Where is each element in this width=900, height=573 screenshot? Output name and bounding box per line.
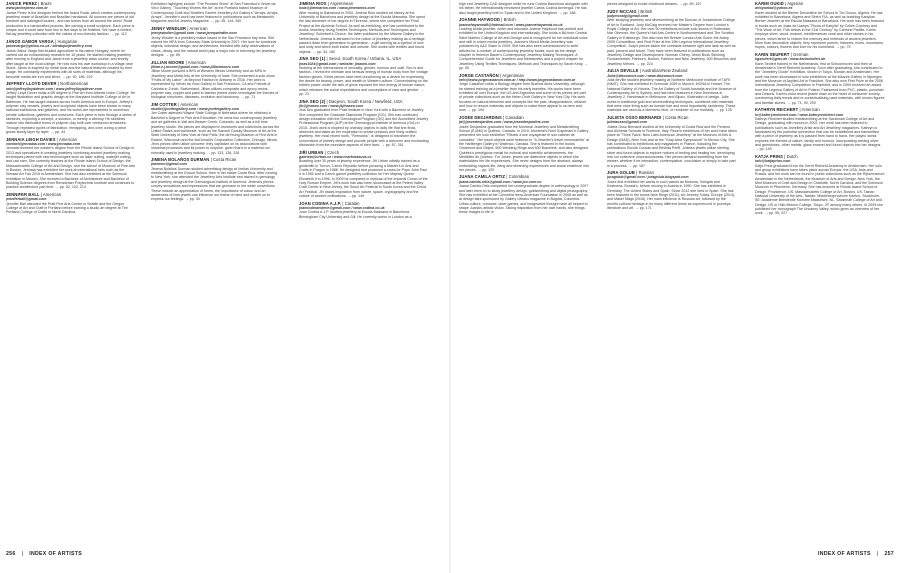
artist-country: American bbox=[187, 59, 206, 65]
artist-contact: julietaosso@gmail.com bbox=[607, 120, 648, 125]
artist-heading: JENNIFER BALL | American bbox=[6, 191, 62, 197]
artist-heading: JULIA DEVILLE | Australian/New Zealand bbox=[607, 68, 688, 74]
artist-country: German bbox=[793, 51, 809, 57]
artist-entry bbox=[459, 18, 589, 70]
artist-name: KARIN SEUFERT bbox=[755, 51, 790, 57]
artist-contact: jimeinco@gmail.com bbox=[151, 162, 187, 167]
artist-bio: Working at the intersections of sexuality, gender, humour and craft, Seo is and fashion, I reveal the intimate and sensual energy of human body from the vintage fashion gloves. Glove pieces have been functioning as a device for expressing the desire for beauty, power, and wealth in Western culture. Concentrating on the hidden power under the skin of glove exposes the true energy of human nature, which releases the social expectations and conceptions of race and gender. → pp. 23 bbox=[299, 66, 428, 97]
artist-entry bbox=[299, 151, 429, 199]
artist-entry bbox=[459, 74, 589, 113]
artist-bio: Jorge Castañón holds a Biology degree from Buenos Aires University, although he started training as a jeweller from his early twenties. His works have been exhibited all over Europe, the US and Argentina and some of his pieces are part of private collections such as the Helen Drutt Gallery in New York City. His work focuses on natural elements and concepts like the past, disappearance, oblivion and how to rescue materials and objects to make them appeal to us here and now. → pp. 194 bbox=[459, 82, 587, 113]
artist-entry bbox=[299, 57, 429, 96]
artist-name: JOANNE HAYWOOD bbox=[459, 17, 501, 23]
artist-bio: Julia deVille studied jewellery making at Northern Melbourne Institute of TAFE (NMIT). She has exhibited in Schmuck 2009 in Munich, MONA in Hobart, The National Gallery of Victoria, The Art Gallery of South Australia and the Museum of Contemporary Art in Sydney, and has been featured in New Directions in Jewellery 2, Handmade in Melbourne, and Bijoux, Illustration of design. Julia works in traditional gold and silversmithing techniques, combined with materials that were once living such as human hair and most importantly, taxidermy. These materials are used as a Memento Mori, or reminder of our mortality. → pp. 125 bbox=[607, 77, 737, 113]
artist-heading: JOAN CODINA A.J.P. | Catalan bbox=[299, 200, 360, 206]
artist-entry bbox=[151, 61, 281, 100]
artist-heading: JENNY WINDLER | American bbox=[151, 25, 208, 31]
artist-contact: jd@joseedesjardins.com / www.joseedesjardins.com bbox=[459, 120, 550, 125]
artist-entry bbox=[151, 158, 281, 201]
artist-bio: Jennifer Ball attended the Pratt Fine Arts Center in Seattle and the Oregon College of Art and Craft in Portland before earning a studio art degree at The Portland College of Crafts in North Carolina. bbox=[6, 201, 128, 215]
footer-right: INDEX OF ARTISTS | 257 bbox=[818, 551, 894, 557]
artist-bio: Josée Desjardins graduated from the Montreal Jewellery and Metalsmithing School (ÉJAM) in Québec, Canada. In 2010, Montreal's Noel Guyomarc'h Gallery presented her solo exhibition "Rituels d'une voyageuse et son cabinet de curiosités". Her travel objects were featured in "A Jeweller's travel memorabilia" at the Hartberger Gallery in Waterloo, Canada. She is featured in the books Ornament and Object, 500 Wedding Rings and 500 Bracelets, and also designed Québec's prestigious medal for cultural and scientific achievements, the Médailles du Québec. For Josée, jewels are distinctive objects in which she materializes her life experiences. She never designs from the abstract, always embedding organic life, living and dreaming experiences and social existence into her pieces. → pp. 120 bbox=[459, 124, 589, 172]
artist-contact: info@jeffreylloyddever.com / www.jeffreylloyddever.com bbox=[6, 86, 103, 91]
artist-heading: JULIETA OSSO BERNARDI | Costa Rican bbox=[607, 114, 689, 120]
artist-bio: Leading studio jeweller, writer and educator Joanne Haywood has worked and exhibited in the United Kingdom and internationally. She holds a BA from Central Saint Martins College of Art and Design and is recognized for her individual voice and skill in mixed media jewellery. Joanne's Mixed Media Jewellery was published by A&C Black in 2009. She has also been commissioned to write articles for a number of contemporary jewellery books, such as the design chapter in Heinrich Bauer's Contemporary Jewellery Making Techniques: A Comprehensive Guide for Jewellers and Metalsmiths and a project chapter for Jewellery Using Textiles Techniques, Methods and Techniques by Sarah Keay. → pp. 55 bbox=[459, 26, 588, 70]
artist-heading: JOANNE HAYWOOD | British bbox=[459, 17, 516, 23]
artist-contact: studio@jcottergallery.com / www.jcottergallery.com bbox=[151, 107, 240, 112]
artist-name: JORGE CASTAÑÓN bbox=[459, 72, 499, 78]
artist-name: KATHRYN REICHERT bbox=[755, 107, 799, 113]
artist-heading: KATHRYN REICHERT | American bbox=[755, 107, 820, 113]
artist-country: Colombian bbox=[508, 174, 530, 180]
artist-name: JIM COTTER bbox=[151, 101, 177, 107]
artist-contact: jillian.e.j.moore@gmail.com / www.jillianmoore.com bbox=[151, 64, 240, 69]
artist-contact: juana.camila.ortiz@gmail.com / www.jco.com.co bbox=[459, 179, 542, 184]
artist-country: American bbox=[58, 136, 78, 142]
artist-country: American bbox=[189, 25, 208, 31]
artist-name: JIŘÍ URBAN bbox=[299, 149, 324, 155]
artist-bio: Karim studied at the Berber Decorative Art School in Tizi Ouzou, Algeria. He has exhibited in Barcelona, Algeria and Sète's FIA, as well as teaching Kabylian Berber Jeweller at the Escola Massana in Barcelona. His work has been featured in books such as Joaia de Llamps "Fluxia of Kabylia" by Celles Courtesy and "The Work of Art, Folk Artists in the 21st Century" by Carmelo Padilla. Karim employs silver, wood, enamel, mediterranean coral and other stones in his pieces, which strive to restore the memory and methods of ancient jewellers. More than decorative objects, they represent poems, histories, rivers, mountains, hopes, colours, flowers and love for his homeland. → pp. 75 bbox=[755, 10, 885, 50]
artist-contact: www.janiceperez.com.br bbox=[6, 6, 48, 11]
artist-entry bbox=[607, 171, 737, 210]
artist-entry bbox=[459, 175, 589, 214]
artist-bio: Kathryn Reichert studied metalsmithing at the Savannah College of Art and Design, graduating with honors in 2002. Her work has been featured in publications such as Jewellery Artist and Art Jewellery magazines. Kathryn is fascinated by the potential connection that can be established and transmitted with a piece of jewellery as it is passed from hand to hand. Her playful works explores the themes of nature, family and humour, incorporating sterling silver and gemstones, other metals, glass enamel and found objects into her designs. → pp. 149 bbox=[755, 116, 882, 152]
artist-country: Costa Rican bbox=[665, 114, 689, 120]
artist-entry bbox=[299, 2, 429, 54]
artist-entry bbox=[299, 202, 429, 219]
artist-name: JULIA DEVILLE bbox=[607, 68, 639, 74]
artist-bio: Juana Camila Ortiz completed her undergraduate degree in anthropology in 2007 and later went on to study jewellery design, goldsmithing and digital photography. She has exhibited at the Colombia Ibero-American Foundation in 2008 as well as at design fairs sponsored by Gallery Urbano magazine in Bogotá, Colombia. Urban culture, romance, older games, and imaginative thought have all helped to shape Juana's artistic vision. Taking inspiration from her own hands, she brings these images to life in bbox=[459, 184, 589, 215]
artist-heading: JÁNOS GÁBOR VARGA | Hungarian bbox=[6, 38, 78, 44]
artist-entry bbox=[6, 193, 136, 215]
artist-country: British bbox=[640, 8, 653, 14]
artist-bio: Jennaia received her master's degree from the Rhode Island School of Design in 2013 and specializes in creating jewellery combining ancient jewellery-making techniques paired with new technologies such as laser cutting, waterjet cutting, and cad cam. She currently teaches at the Rhode Island School of Design, the Massachusetts College of Art and Design, and the school of Museum of Fine Arts in Boston. Jennaia has exhibited her work at international fairs such as the Sieraad Art Fair 2015 in Amsterdam. She has also exhibited at the Schmuck exhibition in Munich. She received a Bachelor of Architecture and Bachelor of Building Science degrees from Rensselaer Polytechnic Institute and continues to practice architecture part time. → pp. 52, 102, 214 bbox=[6, 146, 136, 190]
artist-heading: JORGE CASTAÑÓN | Argentinian bbox=[459, 72, 524, 78]
artist-contact: contact@jennaiaa.com / www.jennaiaa.com bbox=[6, 141, 81, 146]
artist-entry bbox=[755, 53, 885, 105]
artist-heading: JENNAIA LEIGH DAVIES | American bbox=[6, 136, 78, 142]
artist-name: JUDY MCCAIG bbox=[607, 8, 637, 14]
artist-heading: JOSÉE DESJARDINS | Canadian bbox=[459, 114, 524, 120]
artist-bio: Julieta Osso Bernardi studied at the University of Costa Rica and the Penlecs and Alchimia Schools in Florence, Italy. Recent exhibitions of her work have taken place at "Think Twice: New Latin American Jewellery" at the Museum of Arts & Design (MAD), New York and at the "Gray Area Symposium" in Mexico City. She has contributed to exhibitions and magazines in France, including the publications Escola Cousas and Revista Perfil. Julieta's jewels utilize sterling silver and found objects to explore notions of testing and healing her, developing into our collective unconsciousness. Her pieces demand something from the wearer, whether it be interaction, contemplation, conclusion or simply to take part in a process. → pp. 167 bbox=[607, 124, 737, 168]
running-title-right: INDEX OF ARTISTS bbox=[818, 551, 871, 557]
footer-left: 256 | INDEX OF ARTISTS bbox=[6, 551, 82, 557]
page-number-right: 257 bbox=[884, 551, 894, 557]
artist-name: JOAN CODINA A.J.P. bbox=[299, 200, 342, 206]
artist-entry bbox=[6, 2, 136, 37]
artist-bio: Jillian Moore pursued a BFA at Western Illinois University and an MFA in Jewellery and Metal Arts at the University of Iowa. She presented a solo show, "Fruits of My Labor", at Beyond Fashion in Antwerp in 2016. Her work is represented by Velvet da Vinci Gallery in San Francisco, CA and Friends of Carlotta in Zurich, Switzerland. Jillian utilizes composite and epoxy resins, polymer clay, copper and paint to fashion jewels which investigate the themes of biological structures, diseases, evolution and taxonomy. → pp. 71 bbox=[151, 69, 279, 100]
artist-entry bbox=[299, 100, 429, 148]
artist-contact: jinas1024@gmail.com / website: jinaseo.com bbox=[299, 61, 376, 66]
artist-contact: jik@jinaseo.com / www.jkjinaseo.com bbox=[299, 103, 364, 108]
artist-heading: JIMENA BOLAÑOS DURMAN | Costa Rican bbox=[151, 157, 237, 163]
artist-entry bbox=[6, 82, 136, 134]
artist-heading: JUANA CAMILA ORTIZ | Colombian bbox=[459, 174, 530, 180]
artist-country: Catalan bbox=[344, 200, 360, 206]
artist-entry bbox=[755, 2, 885, 50]
artist-heading: JEFFREY LLOYD DEVER | Northamerican bbox=[6, 81, 89, 87]
artist-contact: jennywindler@gmail.com / www.jennywindler.com bbox=[151, 31, 237, 36]
artist-contact: info@www.jorgecastanon.com.ar / http://www.jorgecastanon.com.ar bbox=[459, 77, 576, 82]
artist-contact: gabriela@urban.cz / www.chartokasuva.cz bbox=[299, 154, 372, 159]
artist-heading: JANICE PEREZ | Brazil bbox=[6, 2, 52, 6]
artist-bio: Jim Cotter attended Wayne State College in Nebraska where he obtained a Bachelor's Degree in Fine Arts Education. He owns two contemporary jewellery and art galleries in Vail and Beaver Creek, Colorado, as well as a full time jewellery studio. His pieces are displayed in museums and collections across the United States and worldwide, such as the Samuel Dorsky Museum of Art at the State University of New York at New Paltz, the deYoung Museum of Fine Arts in Racine, Wisconsin and the McDonald's Corporation Collection, Chicago, Illinois. Jim's pieces often utilize concrete: they capitalize on its associations with industrial processes and its power to surprise, given that it is a material not normally used in jewellery making. → pp. 133, 138, 228 bbox=[151, 111, 280, 155]
artist-heading: KARIM OUKID | Algerian bbox=[755, 2, 804, 6]
index-column bbox=[607, 2, 737, 542]
index-column bbox=[755, 2, 885, 542]
artist-entry bbox=[607, 10, 737, 66]
artist-heading: KARIN SEUFERT | German bbox=[755, 51, 809, 57]
artist-heading: JIŘÍ URBAN | Czech bbox=[299, 149, 340, 155]
artist-country: Australian/New Zealand bbox=[641, 68, 688, 74]
artist-name: JÁNOS GÁBOR VARGA bbox=[6, 38, 54, 44]
artist-name: JIMENA RIOS bbox=[299, 2, 327, 6]
artist-entry bbox=[607, 69, 737, 112]
artist-bio: Jimena Bolaños Durman studied advertising design at Veritas University and metalsmithing at the Drouot School, then in her native Costa Rica. After moving to New York, she attended the Jewellery Arts Institute and trained in gemology and jewellery design at the Gemological Institute of America. Jimena's pieces convey sensations and impressions that are germane to her wider convictions. These include an appreciation of forms, the importance of colour and an awareness of how jewels can influence our frame of mind and enable us to express our feelings. → pp. 40 bbox=[151, 166, 278, 202]
artist-name: JENNY WINDLER bbox=[151, 25, 187, 31]
artist-bio: Jeffrey Lloyd Dever holds a BS degree in Fine Art from Alberta Union College. He taught illustration and graphic design at the Maryland Institute College of Art in Baltimore. He has taught classes across North America and in Europe. Jeffrey's polymer clay vessels, jewelry and sculptural objects have been shown in many national institutions and galleries, and his works are represented in numerous private collections, galleries and museums. Each piece is born through a series of sketches, exploring a concept, a solution, or merely a whimsy. He sketches mature into fabricated forms of polymer clay built over reinforced armatures. Through repeated cycles of fabrication, remapping, and oven curing a piece grows slowly layer by layer. → pp. 44 bbox=[6, 90, 136, 134]
artist-heading: JIM COTTER | American bbox=[151, 101, 199, 107]
artist-contact: jenniferball@gmail.com bbox=[6, 197, 47, 202]
artist-country: Daejeon, South Korea / Newfield, USA bbox=[328, 98, 403, 104]
artist-contact: janosvarga@yahoo.co.uk / blindspotjewellery.com bbox=[6, 44, 93, 49]
artist-name: JINA SEO (1) bbox=[299, 56, 326, 62]
artist-entry bbox=[755, 155, 885, 216]
artist-name: JINA SEO (2) bbox=[299, 98, 326, 104]
artist-heading: JINA SEO (2) | Daejeon, South Korea / Newfield, USA bbox=[299, 98, 403, 104]
artist-name: JOSÉE DESJARDINS bbox=[459, 114, 502, 120]
artist-name: JILLIAN MOORE bbox=[151, 59, 185, 65]
artist-country: Algerian bbox=[787, 2, 804, 6]
artist-bio: Jenny Windler is a jewellery maker based in the San Francisco bay area. She earned her MFA from Colorado State University in 2007. Her love for functional objects, industrial design, and architecture, blended with daily observations of chaos, decay, and the natural world play a major role in informing her jewellery designs. → pp. 89 bbox=[151, 35, 277, 57]
artist-entry bbox=[6, 138, 136, 190]
artist-country: Costa Rican bbox=[213, 157, 237, 163]
artist-name: JANICE PEREZ bbox=[6, 2, 37, 6]
artist-contact: judymccaig@gmail.com bbox=[607, 13, 649, 18]
artist-country: American bbox=[801, 107, 820, 113]
artist-name: KATJA PRINS bbox=[755, 153, 783, 159]
artist-country: Argentinian bbox=[502, 72, 524, 78]
page-number-left: 256 bbox=[6, 551, 16, 557]
artist-entry bbox=[151, 27, 281, 57]
artist-contact: kgseufert@gmx.de / www.karinseufert.de bbox=[755, 57, 826, 62]
artist-country: Canadian bbox=[505, 114, 524, 120]
index-column bbox=[459, 2, 589, 542]
artist-entry bbox=[151, 103, 281, 155]
artist-contact: juragolub@gmail.com / juragolub.blogspot.com bbox=[607, 175, 689, 180]
artist-contact: joannehaywood9@hotmail.com / www.joannehaywood.co.uk bbox=[459, 22, 563, 27]
artist-bio: János Gábor Varga first studied agriculture in his native Hungary, where he carried out an extraordinary research for 15 years. He started making jewellery after moving to England and Jacob from a jewellery class course, and shortly after taught at the local college. He now runs his own workshop in a village near Stone. János is inspired by metal tools and the natural features created by their usage. He constantly experiments with all sorts of materials, although his favourite media are iron and silver. → pp. 30, 186, 229 bbox=[6, 48, 133, 79]
artist-name: JEFFREY LLOYD DEVER bbox=[6, 81, 57, 87]
artist-contact: info@katjaprins.com bbox=[755, 159, 791, 164]
artist-name: JUANA CAMILA ORTIZ bbox=[459, 174, 506, 180]
artist-bio: Janice Perez is the designer behind the brand Rudá, which creates contemporary jewellery made of Brazilian and Brazilian hardwood. All sources are pieces of old furniture and salvaged houses - and use bones from all around the world. Rudá production is a handcrafted process, like carving a small sculpture. Each piece is unique and it could take from two to five days to be finished. We have a limited, flat-lay jewellery collection with the values of eco-friendly fashion. → pp. 112 bbox=[6, 10, 136, 37]
page-gutter bbox=[449, 0, 451, 573]
index-column bbox=[6, 2, 136, 542]
artist-entry bbox=[6, 40, 136, 79]
artist-name: JIMENA BOLAÑOS DURMAN bbox=[151, 157, 210, 163]
artist-country: Seoul, South Korea / Urbana, IL, USA bbox=[328, 56, 402, 62]
artist-bio: Joan Codina A.J.P. studied jewellery at Escola Massana in Barcelona, Birmingham City University and Gili. He currently works in London as a bbox=[299, 210, 412, 219]
artist-country: Brazil bbox=[40, 2, 52, 6]
column-continuation: pieces designed to evoke childhood dreams. → pp. 89, 167 bbox=[607, 2, 702, 6]
artist-contact: joancodinaesteve@gmail.com / www.codina.co.uk bbox=[299, 205, 385, 210]
column-continuation: Exhibition highlights include "The Pendant Show" at San Francisco's Velvet da Vinci Gallery, "Touching Worms the Art" at the Portland based Museum of Contemporary Craft and Seattle's Facèré Jewellery Art Gallery's "Arrays, Arrays, Arrays". Jennifer's work has been featured in publications such as Metalsmith Magazine and Art Jewelry Magazine. → pp. 55, 144, 260 bbox=[151, 2, 279, 24]
artist-heading: JUDY MCCAIG | British bbox=[607, 8, 653, 14]
artist-name: KARIM OUKID bbox=[755, 2, 784, 6]
artist-heading: JIMENA RIOS | Argentinean bbox=[299, 2, 354, 6]
artist-heading: JURA GOLUB | Russian bbox=[607, 170, 655, 176]
artist-country: Russian bbox=[638, 170, 655, 176]
artist-bio: Boasting over 30 years of jewelry experience, Jiří Urban initially trained as a goldsmith in Turnov, Czech Republic before pursuing a Master's in Arts and Crafts in Prague in 1986. He designed and produced a cross for Pope John Paul II in 1990 and a Czech garnet jewellery collection for Her Majesty Queen Elizabeth II in 1996. In 2009 he competed in replicas of the Imperial Crown of the Holy Roman Empire. Jiří's work has also been showcased at the Peters Valley Craft Center in New Jersey, the Seoul Art Festival in South Korea and the China Art Festival. Jiří draws inspiration from nature, space, cryptography and the culture of ancient civilisations. → pp. 149 bbox=[299, 159, 428, 198]
artist-name: JURA GOLUB bbox=[607, 170, 635, 176]
artist-country: Argentinean bbox=[329, 2, 354, 6]
artist-country: American bbox=[43, 191, 62, 197]
artist-bio: Karin Seufert trained in the Netherlands, first at Schoonhoven and then at Amsterdam's Gerrit Rietveld Academy. Soon after graduating, she contributed to the "Jewellery Guide" exhibition, shown in Tokyo, Munich and Amsterdam. Her work has been showcased in solo exhibitions at the Marzee Gallery in Nijmegen and the Museum of Applied Art in Frankfurt. She also won First Prize at the 2006 International Jewellery Competition in Frankfurt, and in 2009 received an award from the Legnica Gallery of Art in Poland. Fashioned from PVC, plastic, porcelain and Desuris, Karin's most recent jewels draw on the heart of consumer society, overturning daily trends and re-contextualising used materials, with known figures and familiar stories. → pp. 71, 90, 209 bbox=[755, 61, 885, 105]
artist-country: Northamerican bbox=[60, 81, 89, 87]
artist-country: Hungarian bbox=[57, 38, 78, 44]
artist-country: American bbox=[180, 101, 199, 107]
index-column bbox=[151, 2, 281, 542]
artist-heading: JINA SEO (1) | Seoul, South Korea / Urbana, IL, USA bbox=[299, 56, 402, 62]
artist-name: JULIETA OSSO BERNARDI bbox=[607, 114, 662, 120]
artist-entry bbox=[755, 108, 885, 151]
artist-contact: hola@jimenarios.com / www.jimenarios.com bbox=[299, 6, 375, 11]
column-continuation: high end Jewellery CAD designer while he runs Codina Barcelona alongside with his father. He internationally renowned jeweller Carlos Codina Armengol. He has also taught jewellery both in Spain and in the United Kingdom. → pp. 186 bbox=[459, 2, 588, 15]
artist-entry bbox=[607, 116, 737, 168]
artist-bio: After moving to Barcelona in 2000, Jimena Ríos studied art history at the University of Barcelona and jewellery design at the Escola Massana. She spent the last semester of her degree in Florence, where she completed her Final Project at the Alchimia School. As well as exhibiting, she has contributed to the books Jewellery Using Textiles Techniques; Methods and Techniques and Jewellery; Schiebert's Choice, the latter published by the Marzee Gallery in the Netherlands. Jimena is attracted to the notion of jewellery making as a heritage passed down from generation to generation - a gift serving as a symbol of love and unity and which both inside and outside. She works with textiles and found objects. → pp. 34, 180 bbox=[299, 10, 426, 54]
artist-bio: Jina Seo graduated from Pratt Institute in New York with a Bachelor of Jewelry. She completed the Graduate Diamonds Program (GG). She has continued design education with the Gemological Program (GG) and the Accredited Jewelry Professional Program (AJP) at the Gemological Institute of America (GIA) in 2015. Jina's work is inspired by ordinary objects in daily life that she finds, observes and takes as her inspiration to create precious and finely crafted jewellery. Her most recent work, "Fireworks", is designed to transform the conventions of jewelry design and provide people with a welcome and enchanting distraction from the mundane aspects of their lives. → pp. 87, 261 bbox=[299, 108, 429, 148]
artist-country: British bbox=[503, 17, 516, 23]
artist-heading: JILLIAN MOORE | American bbox=[151, 59, 206, 65]
artist-contact: artoyunkid@yahoo.es bbox=[755, 6, 793, 11]
artist-country: Dutch bbox=[786, 153, 798, 159]
artist-heading: KATJA PRINS | Dutch bbox=[755, 153, 798, 159]
index-column bbox=[299, 2, 429, 542]
artist-country: Czech bbox=[327, 149, 340, 155]
artist-contact: kr@kathrynreichert.com / www.kathrynreichert.com bbox=[755, 112, 844, 117]
artist-entry bbox=[459, 116, 589, 172]
running-title-left: INDEX OF ARTISTS bbox=[29, 551, 82, 557]
artist-name: JENNAIA LEIGH DAVIES bbox=[6, 136, 56, 142]
artist-bio: Katja Prins graduated from the Gerrit Rietveld Academy in Amsterdam. Her solo and group exhibitions have taken place across Europe, the USA, Asia and Russia, and her work can be found in public collections such as the Rijksmuseum Amsterdam in the Netherlands, the Museum of Arts and Design, New York, the Mint Museum of Craft and Design in Charlotte, North Carolina, and the Schmuck Museum in Pforzheim, Germany. She has lectured at Rhode Island School of Design, Providence, US, Massachusetts College of Art, Boston, US, Tainan National University of the Arts, Taiwan; Middlesexprovincie Kantoo, Stockholm, SE; Academie Beeldende Kunsten Maastricht, NL, Savannah College of Art and Design, US or Hiko Mizuno College, Tokyo, JP, among many others. In 2009 she published her monograph The Uncanny Valley, which gives an overview of her work. → pp. 55, 227 bbox=[755, 163, 885, 216]
artist-bio: After studying jewellery and silversmithing at the Duncan of Jordanstone College of Art in Scotland, Judy McCaig received her Master's Degree from London's Royal College of Art. Her over 50 exhibitions include solo shows in Rotterdam, Mar Oberroni, the Queen's Hall Arts Centre in Northumberland and The Scottish Gallery in Edinburgh. She also won the Brewer London Arts Grant, the Autep 2005 Competition, and First Prize at the 19th Legnica International Jewellery Competition. Judy's pieces tackle the contrasts between light and dark as well as past, present and future. They have been featured in publications such as Jewellery Design and Development: Norman Cherry, Jewel Book Stitching Fundamentals: Fishburn, Boston, Fashion and New Jewellery, 500 Brooches and Jewellery Mirrors. → pp. 224 bbox=[607, 18, 736, 66]
artist-contact: Julia@discomort.com / www.discomort.com bbox=[607, 73, 683, 78]
artist-name: JENNIFER BALL bbox=[6, 191, 40, 197]
artist-bio: Jura's first exhibited her works in such places as Moscow, Vologda and Kostroma, Russia's, before moving to Austria in 1990. She has exhibited in Germany, The United States and Spain. Since 2012 she lives in Spain. She has been featured in the books New Rings (2011), Art Jewelry Today: Europe (2014), and Maker Mags (2016). Her main influence is Russian art, followed by the world's cultural heritage in its many different forms as experienced in journeys, literature and art. → pp. 171 bbox=[607, 179, 736, 210]
